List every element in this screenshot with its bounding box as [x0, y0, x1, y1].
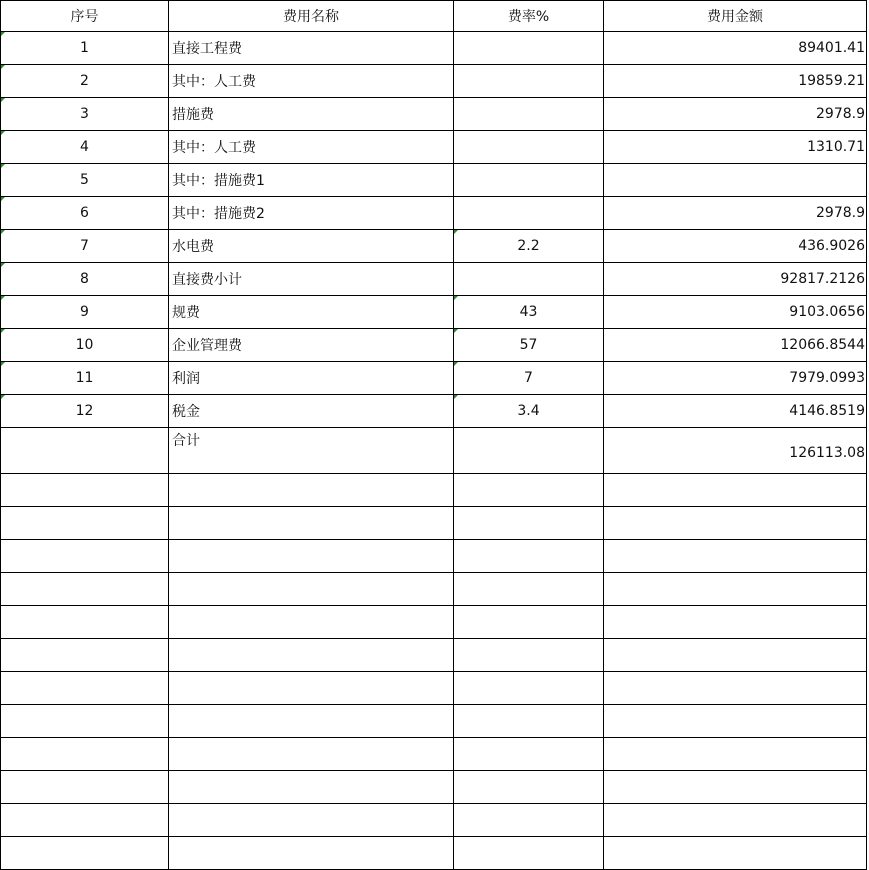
empty-cell[interactable]: [169, 606, 454, 639]
header-rate[interactable]: 费率%: [454, 1, 604, 32]
empty-cell[interactable]: [169, 639, 454, 672]
empty-row: [1, 540, 869, 573]
empty-cell[interactable]: [1, 573, 169, 606]
empty-cell[interactable]: [604, 804, 867, 837]
table-row: [1, 329, 869, 362]
empty-row: [1, 606, 869, 639]
table-row: [1, 230, 869, 263]
empty-cell[interactable]: [454, 573, 604, 606]
amount-cell[interactable]: 7979.0993: [604, 362, 867, 395]
empty-cell[interactable]: [604, 771, 867, 804]
seq-cell[interactable]: 6: [1, 197, 169, 230]
rate-cell[interactable]: [454, 131, 604, 164]
empty-cell[interactable]: [454, 507, 604, 540]
seq-cell[interactable]: 9: [1, 296, 169, 329]
table-row: [1, 362, 869, 395]
seq-cell[interactable]: 1: [1, 32, 169, 65]
rate-cell[interactable]: [454, 197, 604, 230]
rate-cell[interactable]: 57: [454, 329, 604, 362]
empty-cell[interactable]: [1, 639, 169, 672]
empty-cell[interactable]: [604, 474, 867, 507]
empty-cell[interactable]: [169, 672, 454, 705]
empty-cell[interactable]: [169, 507, 454, 540]
empty-row: [1, 771, 869, 804]
empty-row: [1, 804, 869, 837]
amount-cell[interactable]: 2978.9: [604, 197, 867, 230]
empty-cell[interactable]: [454, 837, 604, 870]
empty-row: [1, 474, 869, 507]
empty-cell[interactable]: [604, 837, 867, 870]
table-row: [1, 32, 869, 65]
seq-cell[interactable]: 2: [1, 65, 169, 98]
empty-cell[interactable]: [169, 540, 454, 573]
header-seq[interactable]: 序号: [1, 1, 169, 32]
empty-cell[interactable]: [604, 705, 867, 738]
name-cell[interactable]: 其中：人工费: [169, 131, 454, 164]
empty-cell[interactable]: [604, 738, 867, 771]
empty-row: [1, 507, 869, 540]
rate-cell[interactable]: [454, 164, 604, 197]
empty-cell[interactable]: [1, 771, 169, 804]
amount-cell[interactable]: 4146.8519: [604, 395, 867, 428]
empty-cell[interactable]: [454, 672, 604, 705]
table-row: [1, 65, 869, 98]
amount-cell[interactable]: 1310.71: [604, 131, 867, 164]
name-cell[interactable]: 直接费小计: [169, 263, 454, 296]
empty-row: [1, 837, 869, 870]
table-row: [1, 395, 869, 428]
table-row: [1, 131, 869, 164]
rate-cell[interactable]: 3.4: [454, 395, 604, 428]
empty-cell[interactable]: [169, 804, 454, 837]
amount-cell[interactable]: 436.9026: [604, 230, 867, 263]
empty-cell[interactable]: [604, 540, 867, 573]
empty-cell[interactable]: [1, 738, 169, 771]
empty-cell[interactable]: [454, 771, 604, 804]
amount-cell[interactable]: 19859.21: [604, 65, 867, 98]
empty-cell[interactable]: [169, 573, 454, 606]
amount-cell[interactable]: 2978.9: [604, 98, 867, 131]
empty-cell[interactable]: [604, 639, 867, 672]
name-cell[interactable]: 利润: [169, 362, 454, 395]
name-cell[interactable]: 规费: [169, 296, 454, 329]
empty-cell[interactable]: [1, 606, 169, 639]
empty-cell[interactable]: [169, 705, 454, 738]
empty-cell[interactable]: [1, 474, 169, 507]
empty-cell[interactable]: [169, 771, 454, 804]
empty-cell[interactable]: [169, 474, 454, 507]
empty-cell[interactable]: [454, 474, 604, 507]
amount-cell[interactable]: 9103.0656: [604, 296, 867, 329]
empty-cell[interactable]: [169, 837, 454, 870]
empty-cell[interactable]: [454, 705, 604, 738]
total-rate-cell[interactable]: [454, 428, 604, 474]
empty-cell[interactable]: [1, 804, 169, 837]
total-amount-cell[interactable]: 126113.08: [604, 428, 867, 474]
empty-cell[interactable]: [1, 705, 169, 738]
seq-cell[interactable]: 10: [1, 329, 169, 362]
empty-cell[interactable]: [1, 837, 169, 870]
table-row: [1, 296, 869, 329]
rate-cell[interactable]: 43: [454, 296, 604, 329]
empty-cell[interactable]: [454, 738, 604, 771]
name-cell[interactable]: 水电费: [169, 230, 454, 263]
table-row: [1, 263, 869, 296]
empty-row: [1, 705, 869, 738]
header-amount[interactable]: 费用金额: [604, 1, 867, 32]
empty-cell[interactable]: [604, 672, 867, 705]
seq-cell[interactable]: 7: [1, 230, 169, 263]
table-row: [1, 197, 869, 230]
empty-cell[interactable]: [454, 606, 604, 639]
empty-row: [1, 573, 869, 606]
table-row: [1, 98, 869, 131]
seq-cell[interactable]: 12: [1, 395, 169, 428]
amount-cell[interactable]: 12066.8544: [604, 329, 867, 362]
amount-cell[interactable]: 92817.2126: [604, 263, 867, 296]
name-cell[interactable]: 其中：措施费2: [169, 197, 454, 230]
rate-cell[interactable]: [454, 263, 604, 296]
empty-cell[interactable]: [1, 672, 169, 705]
seq-cell[interactable]: 11: [1, 362, 169, 395]
rate-cell[interactable]: 7: [454, 362, 604, 395]
header-row: [1, 1, 869, 32]
table-row: [1, 164, 869, 197]
seq-cell[interactable]: 4: [1, 131, 169, 164]
total-seq-cell[interactable]: [1, 428, 169, 474]
empty-cell[interactable]: [1, 507, 169, 540]
rate-cell[interactable]: 2.2: [454, 230, 604, 263]
empty-cell[interactable]: [454, 639, 604, 672]
total-row: [1, 428, 869, 474]
seq-cell[interactable]: 8: [1, 263, 169, 296]
empty-cell[interactable]: [1, 540, 169, 573]
name-cell[interactable]: 其中：人工费: [169, 65, 454, 98]
empty-row: [1, 672, 869, 705]
rate-cell[interactable]: [454, 98, 604, 131]
rate-cell[interactable]: [454, 32, 604, 65]
amount-cell[interactable]: [604, 164, 867, 197]
empty-row: [1, 639, 869, 672]
empty-row: [1, 738, 869, 771]
amount-cell[interactable]: 89401.41: [604, 32, 867, 65]
name-cell[interactable]: 企业管理费: [169, 329, 454, 362]
name-cell[interactable]: 税金: [169, 395, 454, 428]
header-name[interactable]: 费用名称: [169, 1, 454, 32]
empty-cell[interactable]: [604, 573, 867, 606]
empty-cell[interactable]: [169, 738, 454, 771]
empty-cell[interactable]: [454, 804, 604, 837]
rate-cell[interactable]: [454, 65, 604, 98]
name-cell[interactable]: 直接工程费: [169, 32, 454, 65]
seq-cell[interactable]: 5: [1, 164, 169, 197]
empty-cell[interactable]: [454, 540, 604, 573]
name-cell[interactable]: 措施费: [169, 98, 454, 131]
seq-cell[interactable]: 3: [1, 98, 169, 131]
name-cell[interactable]: 其中：措施费1: [169, 164, 454, 197]
total-label-cell[interactable]: 合计: [169, 428, 454, 474]
empty-cell[interactable]: [604, 606, 867, 639]
empty-cell[interactable]: [604, 507, 867, 540]
